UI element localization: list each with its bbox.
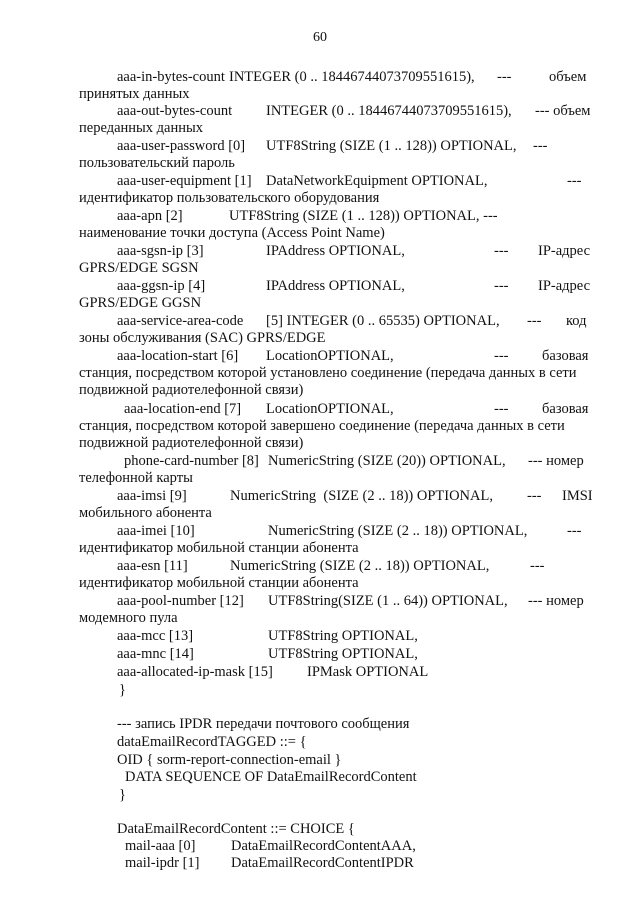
field-desc: мобильного абонента	[79, 505, 212, 521]
field-dash: ---	[527, 488, 542, 504]
field-name: aaa-sgsn-ip [3]	[117, 243, 204, 259]
field-desc-start: базовая	[542, 401, 589, 417]
field-line	[0, 453, 640, 470]
field-name: aaa-in-bytes-count	[117, 69, 225, 85]
page-number: 60	[313, 30, 327, 45]
field-name: aaa-allocated-ip-mask [15]	[117, 664, 273, 680]
field-line	[0, 69, 640, 86]
field-desc: подвижной радиотелефонной связи)	[79, 435, 304, 451]
field-desc-line	[0, 505, 640, 522]
field-desc-line	[0, 295, 640, 312]
closing-brace	[0, 682, 640, 699]
field-line	[0, 208, 640, 225]
field-desc: GPRS/EDGE GGSN	[79, 295, 202, 311]
comment-text: --- запись IPDR передачи почтового сообщения	[117, 716, 410, 732]
field-desc: GPRS/EDGE SGSN	[79, 260, 199, 276]
field-type: IPAddress OPTIONAL,	[266, 243, 405, 259]
field-name: aaa-mcc [13]	[117, 628, 194, 644]
field-desc-start: базовая	[542, 348, 589, 364]
field-desc: телефонной карты	[79, 470, 193, 486]
field-desc-line	[0, 225, 640, 242]
field-name: aaa-mnc [14]	[117, 646, 194, 662]
field-line	[0, 348, 640, 365]
field-desc-line	[0, 575, 640, 592]
field-dash: --- номер	[528, 593, 584, 609]
field-dash: --- номер	[528, 453, 584, 469]
field-desc-line	[0, 190, 640, 207]
field-line	[0, 628, 640, 645]
section-comment	[0, 716, 640, 733]
field-name: aaa-apn [2]	[117, 208, 183, 224]
field-desc-line	[0, 382, 640, 399]
field-line	[0, 103, 640, 120]
field-type: NumericString (SIZE (20)) OPTIONAL,	[268, 453, 506, 469]
field-dash: ---	[497, 69, 512, 85]
field-type: IPMask OPTIONAL	[307, 664, 429, 680]
field-name: aaa-pool-number [12]	[117, 593, 244, 609]
field-dash: ---	[533, 138, 548, 154]
field-desc: принятых данных	[79, 86, 190, 102]
field-desc-start: код	[566, 313, 587, 329]
field-type: NumericString (SIZE (2 .. 18)) OPTIONAL,	[230, 558, 490, 574]
field-desc: наименование точки доступа (Access Point Name)	[79, 225, 385, 241]
code-line	[0, 752, 640, 769]
field-desc-line	[0, 260, 640, 277]
field-line	[0, 401, 640, 418]
field-type: NumericString (SIZE (2 .. 18)) OPTIONAL,	[230, 488, 493, 504]
field-desc-line	[0, 155, 640, 172]
field-desc-start: IMSI	[562, 488, 593, 504]
field-desc-start: объем	[549, 69, 587, 85]
field-desc: станция, посредством которой завершено соединение (передача данных в сети	[79, 418, 565, 434]
field-type: NumericString (SIZE (2 .. 18)) OPTIONAL,	[268, 523, 528, 539]
closing-brace	[0, 787, 640, 804]
field-desc: модемного пула	[79, 610, 178, 626]
field-name: aaa-user-equipment [1]	[117, 173, 252, 189]
field-type: LocationOPTIONAL,	[266, 348, 394, 364]
field-line	[0, 855, 640, 872]
field-name: mail-aaa [0]	[125, 838, 196, 854]
field-line	[0, 313, 640, 330]
field-name: aaa-service-area-code	[117, 313, 244, 329]
field-type: UTF8String OPTIONAL,	[268, 646, 418, 662]
field-desc: переданных данных	[79, 120, 203, 136]
field-desc-line	[0, 418, 640, 435]
field-type: INTEGER (0 .. 18446744073709551615),	[229, 69, 475, 85]
field-desc-line	[0, 120, 640, 137]
field-dash: ---	[494, 348, 509, 364]
field-name: aaa-imsi [9]	[117, 488, 187, 504]
field-dash: ---	[527, 313, 542, 329]
field-desc: станция, посредством которой установлено соединение (передача данных в сети	[79, 365, 577, 381]
field-line	[0, 664, 640, 681]
code-line	[0, 821, 640, 838]
field-line	[0, 278, 640, 295]
field-name: aaa-location-end [7]	[124, 401, 242, 417]
code-text: OID { sorm-report-connection-email }	[117, 752, 342, 768]
code-text: DataEmailRecordContent ::= CHOICE {	[117, 821, 355, 837]
field-type: DataEmailRecordContentAAA,	[231, 838, 416, 854]
field-dash: --- объем	[535, 103, 591, 119]
field-dash: ---	[567, 173, 582, 189]
field-desc-line	[0, 540, 640, 557]
field-name: phone-card-number [8]	[124, 453, 259, 469]
field-name: mail-ipdr [1]	[125, 855, 200, 871]
field-desc-line	[0, 86, 640, 103]
field-type: DataEmailRecordContentIPDR	[231, 855, 414, 871]
field-desc: идентификатор мобильной станции абонента	[79, 575, 359, 591]
field-type: [5] INTEGER (0 .. 65535) OPTIONAL,	[266, 313, 500, 329]
field-desc-start: IP-адрес	[538, 278, 591, 294]
field-desc-line	[0, 365, 640, 382]
field-type: DataNetworkEquipment OPTIONAL,	[266, 173, 488, 189]
field-desc: подвижной радиотелефонной связи)	[79, 382, 304, 398]
field-dash: ---	[567, 523, 582, 539]
field-line	[0, 838, 640, 855]
code-line	[0, 769, 640, 786]
field-line	[0, 523, 640, 540]
field-desc-line	[0, 435, 640, 452]
field-line	[0, 138, 640, 155]
field-name: aaa-user-password [0]	[117, 138, 246, 154]
field-type: LocationOPTIONAL,	[266, 401, 394, 417]
field-type: INTEGER (0 .. 18446744073709551615),	[266, 103, 512, 119]
code-text: dataEmailRecordTAGGED ::= {	[117, 734, 307, 750]
field-name: aaa-ggsn-ip [4]	[117, 278, 206, 294]
field-name: aaa-imei [10]	[117, 523, 195, 539]
field-type: IPAddress OPTIONAL,	[266, 278, 405, 294]
field-desc-line	[0, 610, 640, 627]
field-line	[0, 593, 640, 610]
field-line	[0, 646, 640, 663]
field-desc-line	[0, 470, 640, 487]
brace: }	[119, 682, 126, 698]
code-line	[0, 734, 640, 751]
field-type: UTF8String (SIZE (1 .. 128)) OPTIONAL, ---	[229, 208, 498, 224]
field-dash: ---	[494, 401, 509, 417]
field-dash: ---	[494, 243, 509, 259]
field-name: aaa-out-bytes-count	[117, 103, 233, 119]
field-desc-line	[0, 330, 640, 347]
field-desc: идентификатор пользовательского оборудования	[79, 190, 380, 206]
field-line	[0, 488, 640, 505]
code-text: DATA SEQUENCE OF DataEmailRecordContent	[125, 769, 417, 785]
field-line	[0, 243, 640, 260]
field-desc-start: IP-адрес	[538, 243, 591, 259]
field-line	[0, 558, 640, 575]
field-name: aaa-esn [11]	[117, 558, 188, 574]
field-type: UTF8String OPTIONAL,	[268, 628, 418, 644]
field-desc: зоны обслуживания (SAC) GPRS/EDGE	[79, 330, 326, 346]
field-desc: пользовательский пароль	[79, 155, 235, 171]
field-type: UTF8String(SIZE (1 .. 64)) OPTIONAL,	[268, 593, 508, 609]
field-desc: идентификатор мобильной станции абонента	[79, 540, 359, 556]
field-name: aaa-location-start [6]	[117, 348, 239, 364]
field-dash: ---	[494, 278, 509, 294]
brace: }	[119, 787, 126, 803]
field-line	[0, 173, 640, 190]
field-dash: ---	[530, 558, 545, 574]
field-type: UTF8String (SIZE (1 .. 128)) OPTIONAL,	[266, 138, 517, 154]
